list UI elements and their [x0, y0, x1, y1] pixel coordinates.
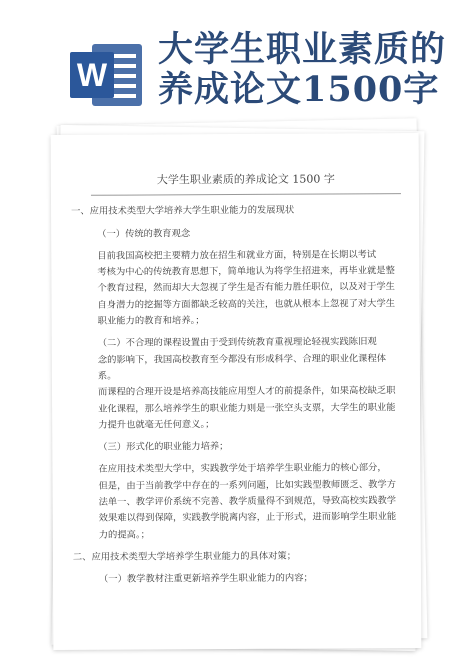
paragraph-line: 个教育过程，然而却大大忽视了学生是否有能力胜任职位，以及对于学生: [97, 281, 396, 295]
banner-title: [158, 30, 446, 110]
body-paragraph: [72, 335, 403, 435]
subsection-heading: （一）传统的教育观念: [97, 227, 191, 240]
paragraph-line: 而课程的合理开设是培养高技能应用型人才的前提条件，如果高校缺乏职: [97, 385, 396, 398]
body-paragraph: [71, 247, 401, 330]
section-heading: 一、应用技术类型大学培养大学生职业能力的发展现状: [71, 204, 295, 218]
banner-title-line-1: 大学生职业素质的: [158, 29, 447, 70]
subsection-heading: （三）形式化的职业能力培养；: [98, 441, 229, 453]
paragraph-line: 但是，由于当前教学中存在的一系列问题，比如实践型教师匮乏、教学方: [98, 478, 397, 492]
paragraph-line: 念的影响下，我国高校教育至今都没有形成科学、合理的职业化课程体系。: [97, 352, 387, 382]
document-paragraphs: [71, 202, 403, 588]
body-paragraph: [72, 461, 402, 544]
paragraph-line: 效果难以得到保障，实践教学脱离内容，止于形式，进而影响学生职业能: [98, 511, 397, 525]
word-doc-icon: [66, 40, 146, 110]
word-logo-letter: W: [76, 57, 108, 93]
paragraph-line: 职业能力的教育和培养。；: [97, 315, 205, 327]
banner-title-line-2: 养成论文1500字: [158, 69, 440, 110]
section-heading: 二、应用技术类型大学培养学生职业能力的具体对策；: [72, 550, 297, 563]
paragraph-line: 自身潜力的挖掘等方面都缺乏较高的关注，也就从根本上忽视了对大学生: [97, 297, 396, 311]
paragraph-line: 法单一、教学评价系统不完善、教学质量得不到规范，导致高校实践教学: [98, 495, 397, 508]
paragraph-line: 考核为中心的传统教育思想下，简单地认为将学生招进来，再毕业就是整: [97, 265, 395, 278]
paragraph-line: 力提升也就毫无任何意义。；: [98, 418, 215, 431]
document-preview: [48, 122, 428, 652]
paragraph-line: 目前我国高校把主要精力放在招生和就业方面，特别是在长期以考试: [97, 249, 377, 262]
document-body: [71, 171, 403, 594]
paragraph-line: 业化课程，那么培养学生的职业能力则是一张空头支票，大学生的职业能: [98, 401, 396, 415]
subsection-heading: （一）教学教材注重更新培养学生职业能力的内容；: [98, 572, 313, 585]
document-title: 大学生职业素质的养成论文 1500 字: [91, 171, 401, 196]
document-page: [51, 133, 422, 650]
paragraph-line: 力的提高。；: [98, 529, 150, 541]
paragraph-line: （二）不合理的课程设置由于受到传统教育重视理论轻视实践陈旧观: [97, 336, 377, 350]
paragraph-line: 在应用技术类型大学中，实践教学处于培养学生职业能力的核心部分，: [98, 462, 387, 476]
